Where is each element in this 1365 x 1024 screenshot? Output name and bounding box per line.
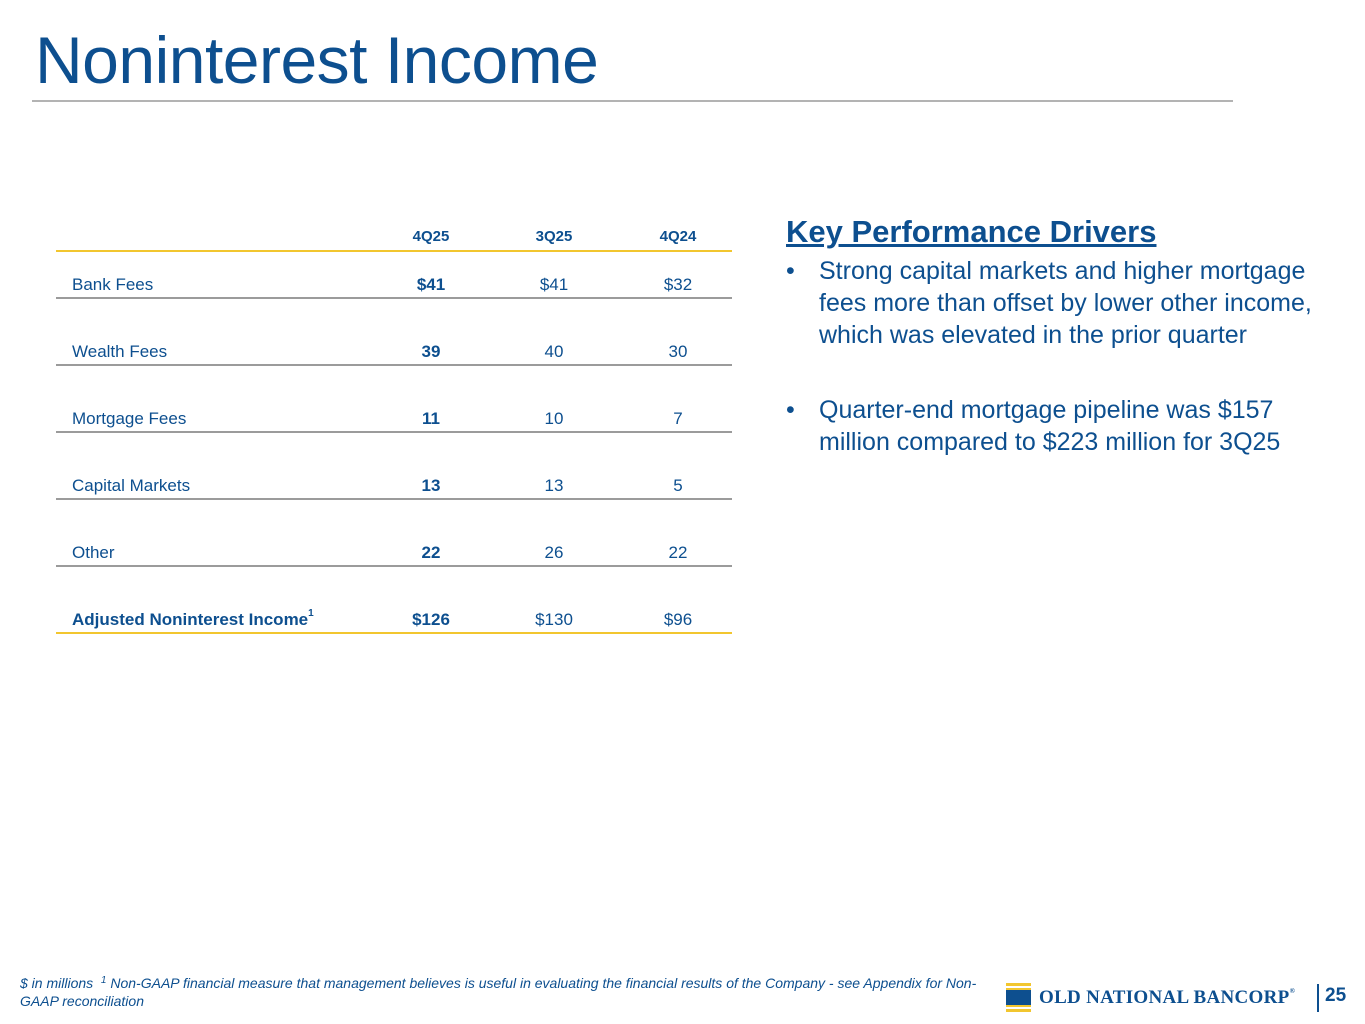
footnote-text: Non-GAAP financial measure that management believes is useful in evaluating the financial results of the Company - see Appendix for Non-GAAP reconciliation (20, 975, 977, 1009)
row-label: Capital Markets (72, 476, 191, 495)
table-cell: 22 (421, 543, 441, 562)
table-cell: 40 (544, 342, 564, 361)
registered-mark: ® (1289, 987, 1296, 995)
table-cell: 13 (544, 476, 564, 495)
logo-name: OLD NATIONAL BANCORP (1039, 987, 1290, 1008)
table-row (56, 366, 732, 433)
table-cell: $32 (663, 275, 693, 294)
table-cell: $96 (663, 610, 693, 629)
table-row (56, 500, 732, 567)
drivers-list (786, 255, 1326, 501)
units-note: $ in millions (20, 975, 94, 991)
table-cell: 10 (544, 409, 564, 428)
column-header: 4Q25 (412, 228, 450, 245)
column-header: 4Q24 (659, 228, 697, 245)
page-title: Noninterest Income (35, 23, 599, 97)
table-cell: $41 (539, 275, 569, 294)
company-logo (1006, 983, 1306, 1013)
table-cell: $126 (412, 610, 450, 629)
table-cell: $130 (535, 610, 573, 629)
table-row (56, 433, 732, 500)
noninterest-income-table (56, 224, 732, 634)
row-label: Bank Fees (72, 275, 154, 294)
page-divider (1317, 984, 1319, 1012)
page-number: 25 (1325, 985, 1347, 1006)
bullet-text: Quarter-end mortgage pipeline was $157 million compared to $223 million for 3Q25 (819, 396, 1281, 456)
table-cell: 26 (544, 543, 564, 562)
total-row (56, 567, 732, 634)
list-item (786, 255, 1326, 351)
drivers-heading: Key Performance Drivers (786, 214, 1157, 249)
table-cell: 7 (673, 409, 683, 428)
footnote-marker: 1 (308, 608, 314, 619)
row-label (72, 610, 314, 630)
bullet-icon: • (786, 396, 795, 424)
list-item (786, 394, 1326, 458)
table-cell: 30 (668, 342, 688, 361)
table-cell: 39 (421, 342, 441, 361)
footnote (20, 974, 1010, 1010)
logo-text (1039, 987, 1295, 1009)
table-cell: 22 (668, 543, 688, 562)
table-cell: 5 (673, 476, 683, 495)
logo-mark-icon (1006, 983, 1031, 1012)
title-divider (32, 100, 1233, 102)
bullet-icon: • (786, 257, 795, 285)
table-row (56, 252, 732, 299)
total-label: Adjusted Noninterest Income (72, 610, 309, 629)
footnote-marker: 1 (100, 975, 107, 986)
column-header: 3Q25 (535, 228, 573, 245)
bullet-text: Strong capital markets and higher mortgage fees more than offset by lower other income, which was elevated in the prior quarter (819, 257, 1312, 349)
table-cell: 13 (421, 476, 441, 495)
row-label: Other (72, 543, 115, 562)
table-cell: 11 (422, 409, 440, 428)
table-row (56, 299, 732, 366)
table-cell: $41 (416, 275, 446, 294)
table-header (56, 224, 732, 252)
row-label: Mortgage Fees (72, 409, 187, 428)
row-label: Wealth Fees (72, 342, 168, 361)
